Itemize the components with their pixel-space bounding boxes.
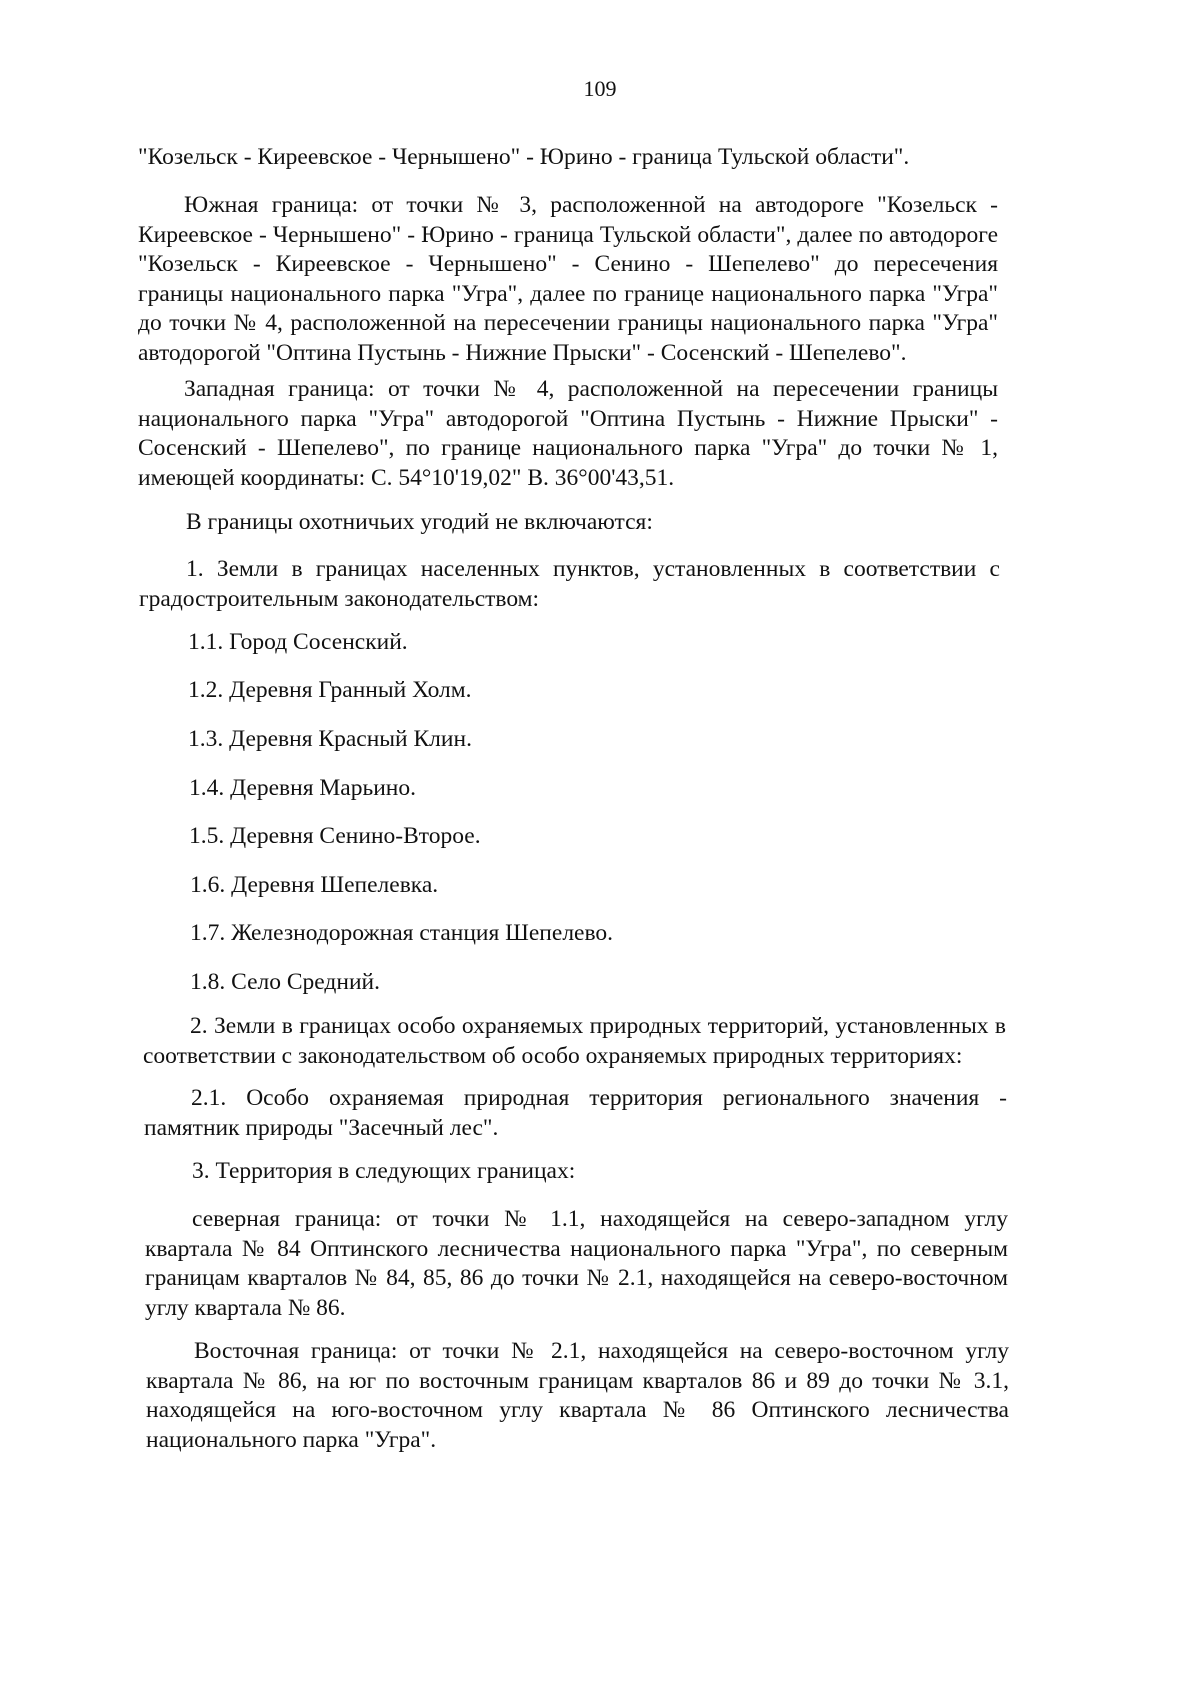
paragraph-item-3: 3. Территория в следующих границах: <box>192 1158 576 1184</box>
paragraph-exclusions-intro: В границы охотничьих угодий не включаются: <box>186 509 653 535</box>
list-item-2-1: 2.1. Особо охраняемая природная территория регионального значения - памятник природы "Засечный лес". <box>144 1085 1007 1141</box>
page-number: 109 <box>583 76 617 101</box>
list-item-1-7: 1.7. Железнодорожная станция Шепелево. <box>190 920 614 946</box>
paragraph-west-border: Западная граница: от точки № 4, расположенной на пересечении границы национального парка "Угра" автодорогой "Оптина Пустынь - Нижние Прыски" - Сосенский - Шепелево", по границе национального парка "Угра" до точки № 1, имеющей координаты: С. 54°10'19,02" В. 36°00'43,51. <box>138 376 998 491</box>
list-item-1-6: 1.6. Деревня Шепелевка. <box>190 872 439 898</box>
list-item-1-2: 1.2. Деревня Гранный Холм. <box>188 677 472 703</box>
list-item-1-8: 1.8. Село Средний. <box>190 969 380 995</box>
list-item-1-1: 1.1. Город Сосенский. <box>188 629 408 655</box>
list-item-1-4: 1.4. Деревня Марьино. <box>189 775 416 801</box>
paragraph-item-2: 2. Земли в границах особо охраняемых природных территорий, установленных в соответствии с законодательством об особо охраняемых природных территориях: <box>143 1013 1006 1069</box>
list-item-1-3: 1.3. Деревня Красный Клин. <box>188 726 472 752</box>
paragraph-east-border: Восточная граница: от точки № 2.1, находящейся на северо-восточном углу квартала № 86, на юг по восточным границам кварталов 86 и 89 до точки № 3.1, находящейся на юго-восточном углу квартала № 86 Оптинского лесничества национального парка "Угра". <box>146 1338 1009 1453</box>
paragraph-continuation: "Козельск - Киреевское - Чернышено" - Юрино - граница Тульской области". <box>138 144 910 170</box>
list-item-1-5: 1.5. Деревня Сенино-Второе. <box>189 823 481 849</box>
paragraph-south-border: Южная граница: от точки № 3, расположенной на автодороге "Козельск - Киреевское - Чернышено" - Юрино - граница Тульской области", далее по автодороге "Козельск - Киреевское - Чернышено" - Сенино - Шепелево" до пересечения границы национального парка "Угра", далее по границе национального парка "Угра" до точки № 4, расположенной на пересечении границы национального парка "Угра" автодорогой "Оптина Пустынь - Нижние Прыски" - Сосенский - Шепелево". <box>138 192 998 366</box>
paragraph-north-border: северная граница: от точки № 1.1, находящейся на северо-западном углу квартала № 84 Оптинского лесничества национального парка "Угра", по северным границам кварталов № 84, 85, 86 до точки № 2.1, находящейся на северо-восточном углу квартала № 86. <box>145 1206 1008 1321</box>
paragraph-item-1: 1. Земли в границах населенных пунктов, установленных в соответствии с градостроительным законодательством: <box>139 556 1000 612</box>
